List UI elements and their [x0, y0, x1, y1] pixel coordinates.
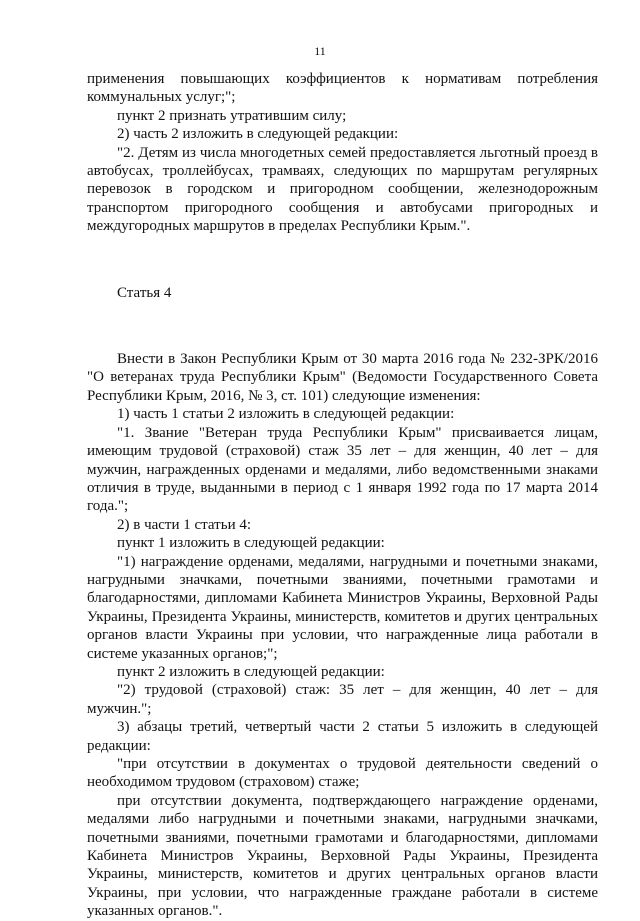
- paragraph: "при отсутствии в документах о трудовой деятельности сведений о необходимом трудовом (страховом) стаже;: [87, 756, 598, 791]
- paragraph: применения повышающих коэффициентов к нормативам потребления коммунальных услуг;";: [87, 71, 598, 106]
- paragraph: Внести в Закон Республики Крым от 30 марта 2016 года № 232-ЗРК/2016 "О ветеранах труда Республики Крым" (Ведомости Государственного Совета Республики Крым, 2016, № 3, ст. 101) следующие изменения:: [87, 351, 598, 404]
- paragraph: "1. Звание "Ветеран труда Республики Крым" присваивается лицам, имеющим трудовой (страховой) стаж 35 лет – для женщин, 40 лет – для мужчин, награжденных орденами и медалями, либо ведомственными знаками отличия в труде, выданными в период с 1 января 1992 года по 17 марта 2014 года.";: [87, 424, 598, 515]
- paragraph: пункт 2 изложить в следующей редакции:: [117, 663, 385, 680]
- paragraph: "2. Детям из числа многодетных семей предоставляется льготный проезд в автобусах, троллейбусах, трамваях, следующих по маршрутам регулярных перевозок в городском и пригородном сообщении, железнодорожным транспортом пригородного сообщения и автобусами пригородных и междугородных маршрутов в пределах Республики Крым.".: [87, 144, 598, 235]
- paragraph: 3) абзацы третий, четвертый части 2 статьи 5 изложить в следующей редакции:: [87, 719, 598, 754]
- paragraph: Статья 4: [117, 284, 172, 301]
- document-body: [87, 70, 598, 921]
- paragraph-spacer: [87, 251, 598, 269]
- paragraph: 1) часть 1 статьи 2 изложить в следующей редакции:: [117, 406, 455, 423]
- paragraph: при отсутствии документа, подтверждающего награждение орденами, медалями либо нагрудными и почетными знаками, нагрудными значками, почетными званиями, почетными грамотами и благодарностями, дипломами Кабинета Министров Украины, Верховной Рады Украины, Президента Украины, министерств, комитетов и других центральных органов власти Украины, при условии, что награжденные граждане работали в системе указанных органов.".: [87, 792, 598, 920]
- paragraph: "2) трудовой (страховой) стаж: 35 лет – для женщин, 40 лет – для мужчин.";: [87, 682, 598, 717]
- paragraph: 2) в части 1 статьи 4:: [117, 516, 252, 533]
- paragraph: пункт 2 признать утратившим силу;: [117, 107, 347, 124]
- paragraph: "1) награждение орденами, медалями, нагрудными и почетными знаками, нагрудными значками, почетными званиями, почетными грамотами и благодарностями, дипломами Кабинета Министров Украины, Верховной Рады Украины, Президента Украины, министерств, комитетов и других центральных органов власти Украины при условии, что награжденные лица работали в системе указанных органов;";: [87, 553, 598, 662]
- paragraph: 2) часть 2 изложить в следующей редакции:: [117, 126, 399, 143]
- page-number: 11: [314, 44, 326, 58]
- paragraph: пункт 1 изложить в следующей редакции:: [117, 535, 385, 552]
- paragraph-spacer: [87, 317, 598, 335]
